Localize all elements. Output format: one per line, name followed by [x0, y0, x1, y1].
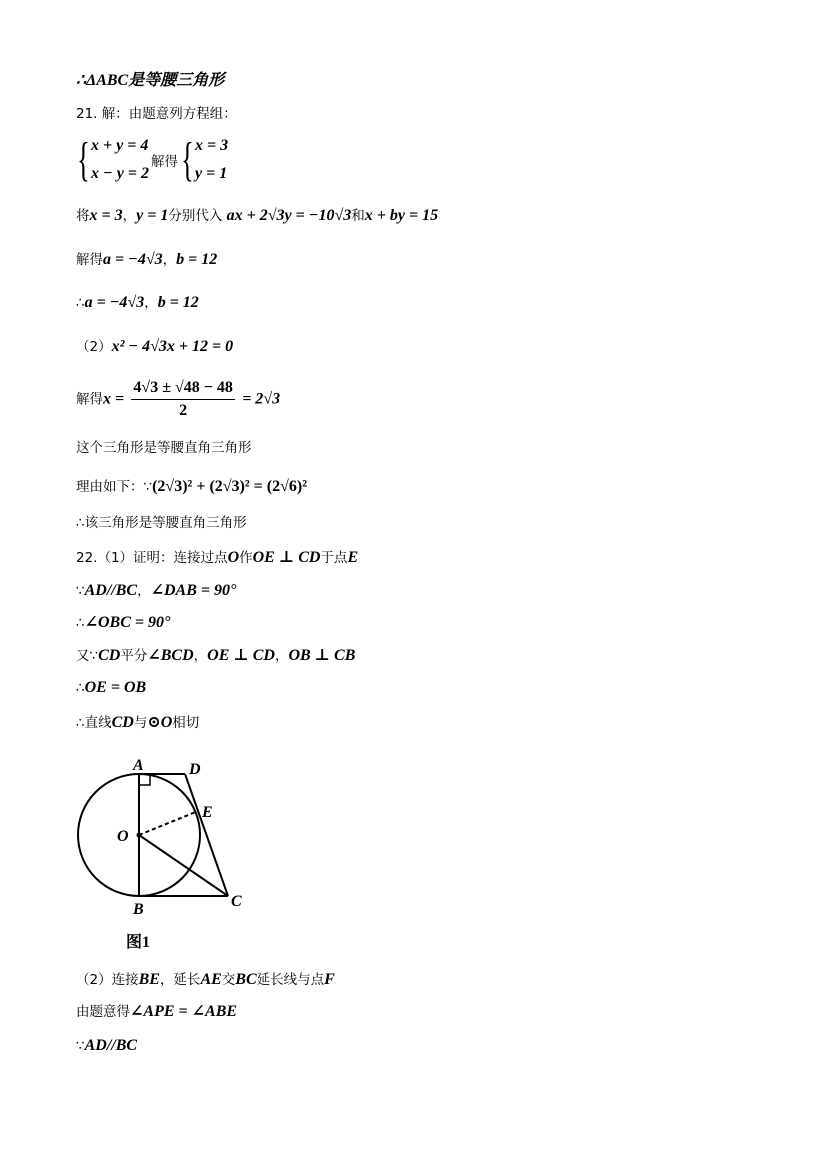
geometry-figure: [70, 752, 260, 952]
text-line: 又∵CD平分∠BCD，OE ⊥ CD，OB ⊥ CB: [76, 647, 356, 664]
solution-x: x = 3: [195, 137, 229, 154]
text-line: ∴直线CD与⊙O相切: [76, 714, 200, 731]
segment-dc: [185, 774, 228, 896]
text-line: 由题意得∠APE = ∠ABE: [76, 1003, 238, 1020]
text-line: 21. 解：由题意列方程组：: [76, 106, 237, 122]
text-line: （2）x² − 4√3x + 12 = 0: [76, 338, 234, 355]
text-line: （2）连接BE，延长AE交BC延长线与点F: [76, 971, 335, 988]
figure-caption: 图1: [126, 934, 151, 951]
text-line: ∴该三角形是等腰直角三角形: [76, 515, 247, 531]
text-line: 解得a = −4√3，b = 12: [76, 251, 218, 268]
label-c: C: [231, 893, 242, 910]
text-line: ∴a = −4√3，b = 12: [76, 294, 199, 311]
label-e: E: [202, 804, 213, 821]
text-line: 这个三角形是等腰直角三角形: [76, 440, 252, 456]
text-line: ∴OE = OB: [76, 679, 147, 696]
text-line: ∵AD//BC，∠DAB = 90°: [76, 582, 237, 599]
text-line: ∴∠OBC = 90°: [76, 614, 171, 631]
text-line: 22.（1）证明：连接过点O作OE ⊥ CD于点E: [76, 549, 359, 566]
text-line: 解得x = $\frac{4√3 \pm √48 - 48}{2}$ = 2√3: [76, 379, 281, 419]
system-eq-2: x − y = 2: [91, 165, 149, 182]
equation-system: { x + y = 4 x − y = 2 解得 { x = 3 y = 1: [77, 133, 229, 186]
point-o: [137, 833, 142, 838]
label-d: D: [189, 761, 201, 778]
solution-y: y = 1: [195, 165, 228, 182]
text-line: 将x = 3，y = 1分别代入 ax + 2√3y = −10√3和x + by = 15: [76, 207, 439, 224]
system-eq-1: x + y = 4: [91, 137, 149, 154]
label-o: O: [117, 828, 129, 845]
segment-oe-dashed: [139, 811, 198, 835]
label-a: A: [133, 757, 144, 774]
text-line: 理由如下：∵(2√3)² + (2√3)² = (2√6)²: [76, 478, 308, 495]
fraction: $\frac{4√3 \pm √48 - 48}{2}$: [133, 379, 233, 419]
text-line: ∴ΔABC是等腰三角形: [76, 72, 225, 89]
segment-oc: [139, 835, 228, 896]
text-line: ∵AD//BC: [76, 1037, 138, 1054]
label-b: B: [133, 901, 144, 918]
